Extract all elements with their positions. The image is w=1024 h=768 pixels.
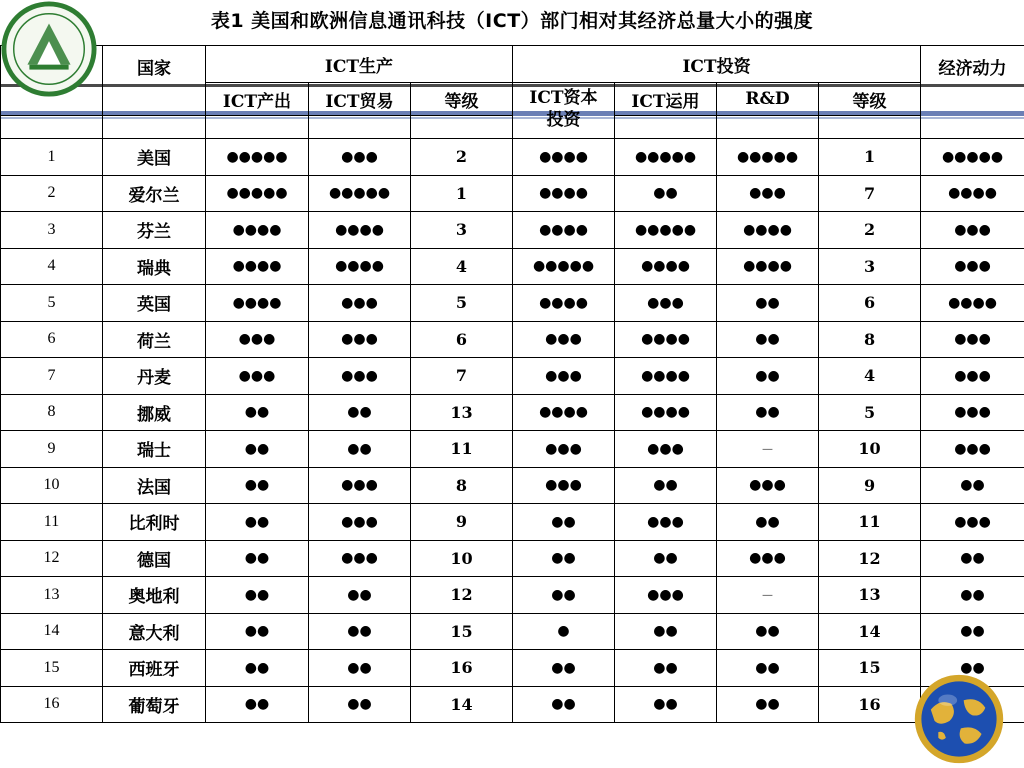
ict-capital-rating: ●●●: [513, 467, 615, 504]
ict-use-rating: ●●: [615, 540, 717, 577]
production-grade-cell: 4: [411, 248, 513, 285]
ict-trade-rating: ●●●: [309, 467, 411, 504]
rank-cell: 10: [1, 467, 103, 504]
production-grade-cell: 10: [411, 540, 513, 577]
production-grade-cell: 1: [411, 175, 513, 212]
production-grade-cell: 13: [411, 394, 513, 431]
header-spacer: [615, 116, 717, 139]
header-rd: R&D: [717, 83, 819, 116]
header-ict-use: ICT运用: [615, 83, 717, 116]
header-ict-capital-line2: 投资: [546, 110, 581, 130]
rank-cell: 9: [1, 431, 103, 468]
country-cell: 瑞典: [103, 248, 206, 285]
economic-dynamics-rating: ●●: [921, 540, 1024, 577]
ict-capital-rating: ●●●: [513, 358, 615, 395]
table-row: [1, 431, 1024, 468]
table-row: [1, 577, 1024, 614]
table-row: [1, 139, 1024, 176]
ict-capital-rating: ●●: [513, 540, 615, 577]
ict-capital-rating: ●●●: [513, 321, 615, 358]
investment-grade-cell: 11: [819, 504, 921, 541]
economic-dynamics-rating: ●●●: [921, 321, 1024, 358]
header-ict-investment: ICT投资: [513, 46, 921, 83]
rd-rating: －: [717, 577, 819, 614]
rank-cell: 4: [1, 248, 103, 285]
ict-trade-rating: ●●: [309, 650, 411, 687]
investment-grade-cell: 13: [819, 577, 921, 614]
header-spacer: [309, 116, 411, 139]
rd-rating: ●●: [717, 285, 819, 322]
ict-trade-rating: ●●●: [309, 139, 411, 176]
country-cell: 法国: [103, 467, 206, 504]
header-spacer: [717, 116, 819, 139]
investment-grade-cell: 9: [819, 467, 921, 504]
investment-grade-cell: 12: [819, 540, 921, 577]
table-row: [1, 467, 1024, 504]
ict-trade-rating: ●●●: [309, 285, 411, 322]
economic-dynamics-rating: ●●●: [921, 504, 1024, 541]
ict-use-rating: ●●●●●: [615, 139, 717, 176]
ict-output-rating: ●●●●: [206, 212, 309, 249]
economic-dynamics-rating: ●●: [921, 577, 1024, 614]
header-investment-grade: 等级: [819, 83, 921, 116]
economic-dynamics-rating: ●●: [921, 613, 1024, 650]
ict-use-rating: ●●●: [615, 285, 717, 322]
ict-trade-rating: ●●: [309, 577, 411, 614]
ict-trade-rating: ●●●: [309, 504, 411, 541]
production-grade-cell: 8: [411, 467, 513, 504]
production-grade-cell: 5: [411, 285, 513, 322]
university-logo: [0, 0, 98, 98]
rank-cell: 12: [1, 540, 103, 577]
header-ict-capital-line1: ICT资本: [529, 88, 598, 108]
ict-trade-rating: ●●●: [309, 540, 411, 577]
production-grade-cell: 15: [411, 613, 513, 650]
ict-capital-rating: ●●●: [513, 431, 615, 468]
country-cell: 西班牙: [103, 650, 206, 687]
rd-rating: －: [717, 431, 819, 468]
country-cell: 奥地利: [103, 577, 206, 614]
investment-grade-cell: 7: [819, 175, 921, 212]
table-row: [1, 650, 1024, 687]
rank-cell: 16: [1, 686, 103, 723]
rank-cell: 5: [1, 285, 103, 322]
ict-use-rating: ●●●: [615, 577, 717, 614]
ict-use-rating: ●●: [615, 650, 717, 687]
header-production-grade: 等级: [411, 83, 513, 116]
ict-capital-rating: ●●: [513, 577, 615, 614]
rd-rating: ●●: [717, 650, 819, 687]
header-ict-output: ICT产出: [206, 83, 309, 116]
economic-dynamics-rating: ●●●●●: [921, 139, 1024, 176]
header-ict-capital: [513, 83, 615, 139]
ict-trade-rating: ●●●●: [309, 212, 411, 249]
rd-rating: ●●: [717, 394, 819, 431]
production-grade-cell: 14: [411, 686, 513, 723]
investment-grade-cell: 4: [819, 358, 921, 395]
ict-capital-rating: ●●: [513, 650, 615, 687]
economic-dynamics-rating: ●●●: [921, 212, 1024, 249]
production-grade-cell: 7: [411, 358, 513, 395]
header-country: 国家: [103, 46, 206, 116]
header-spacer: [206, 116, 309, 139]
ict-capital-rating: ●●●●●: [513, 248, 615, 285]
rd-rating: ●●●: [717, 540, 819, 577]
ict-trade-rating: ●●●●●: [309, 175, 411, 212]
ict-output-rating: ●●: [206, 577, 309, 614]
ict-output-rating: ●●●●●: [206, 139, 309, 176]
investment-grade-cell: 16: [819, 686, 921, 723]
rd-rating: ●●: [717, 613, 819, 650]
ict-intensity-table: [0, 45, 1024, 723]
production-grade-cell: 3: [411, 212, 513, 249]
rd-rating: ●●●●: [717, 248, 819, 285]
ict-use-rating: ●●●: [615, 431, 717, 468]
country-cell: 瑞士: [103, 431, 206, 468]
economic-dynamics-rating: ●●●: [921, 358, 1024, 395]
rank-cell: 15: [1, 650, 103, 687]
ict-use-rating: ●●: [615, 467, 717, 504]
ict-use-rating: ●●●●●: [615, 212, 717, 249]
ict-use-rating: ●●: [615, 175, 717, 212]
investment-grade-cell: 5: [819, 394, 921, 431]
investment-grade-cell: 14: [819, 613, 921, 650]
country-cell: 英国: [103, 285, 206, 322]
table-row: [1, 321, 1024, 358]
table-row: [1, 686, 1024, 723]
investment-grade-cell: 1: [819, 139, 921, 176]
ict-trade-rating: ●●: [309, 431, 411, 468]
rd-rating: ●●●●●: [717, 139, 819, 176]
ict-capital-rating: ●●: [513, 504, 615, 541]
ict-trade-rating: ●●●: [309, 321, 411, 358]
globe-icon[interactable]: [912, 672, 1006, 766]
header-economic-dynamics: 经济动力: [921, 46, 1024, 139]
ict-output-rating: ●●●●●: [206, 175, 309, 212]
header-ict-production: ICT生产: [206, 46, 513, 83]
economic-dynamics-rating: ●●●●: [921, 175, 1024, 212]
rank-cell: 6: [1, 321, 103, 358]
economic-dynamics-rating: ●●●: [921, 431, 1024, 468]
rank-cell: 3: [1, 212, 103, 249]
investment-grade-cell: 8: [819, 321, 921, 358]
rd-rating: ●●: [717, 686, 819, 723]
country-cell: 意大利: [103, 613, 206, 650]
production-grade-cell: 16: [411, 650, 513, 687]
table-row: [1, 285, 1024, 322]
ict-output-rating: ●●●: [206, 358, 309, 395]
header-ict-trade: ICT贸易: [309, 83, 411, 116]
header-spacer: [1, 116, 103, 139]
ict-use-rating: ●●●●: [615, 321, 717, 358]
economic-dynamics-rating: ●●●●: [921, 285, 1024, 322]
rank-cell: 11: [1, 504, 103, 541]
production-grade-cell: 2: [411, 139, 513, 176]
header-spacer: [103, 116, 206, 139]
ict-output-rating: ●●: [206, 504, 309, 541]
rd-rating: ●●●●: [717, 212, 819, 249]
table-row: [1, 613, 1024, 650]
ict-output-rating: ●●: [206, 467, 309, 504]
ict-output-rating: ●●●: [206, 321, 309, 358]
ict-capital-rating: ●●: [513, 686, 615, 723]
ict-output-rating: ●●: [206, 540, 309, 577]
ict-use-rating: ●●: [615, 686, 717, 723]
header-spacer: [819, 116, 921, 139]
table-row: [1, 212, 1024, 249]
ict-output-rating: ●●: [206, 650, 309, 687]
country-cell: 德国: [103, 540, 206, 577]
country-cell: 葡萄牙: [103, 686, 206, 723]
rd-rating: ●●: [717, 358, 819, 395]
rd-rating: ●●●: [717, 467, 819, 504]
table-row: [1, 394, 1024, 431]
country-cell: 丹麦: [103, 358, 206, 395]
rank-cell: 7: [1, 358, 103, 395]
ict-output-rating: ●●●●: [206, 248, 309, 285]
ict-use-rating: ●●●: [615, 504, 717, 541]
ict-output-rating: ●●●●: [206, 285, 309, 322]
country-cell: 挪威: [103, 394, 206, 431]
rank-cell: 14: [1, 613, 103, 650]
investment-grade-cell: 3: [819, 248, 921, 285]
ict-output-rating: ●●: [206, 613, 309, 650]
country-cell: 爱尔兰: [103, 175, 206, 212]
country-cell: 美国: [103, 139, 206, 176]
rank-cell: 2: [1, 175, 103, 212]
country-cell: 荷兰: [103, 321, 206, 358]
investment-grade-cell: 6: [819, 285, 921, 322]
production-grade-cell: 11: [411, 431, 513, 468]
economic-dynamics-rating: ●●●: [921, 394, 1024, 431]
ict-use-rating: ●●●●: [615, 358, 717, 395]
ict-capital-rating: ●●●●: [513, 212, 615, 249]
rank-cell: 13: [1, 577, 103, 614]
economic-dynamics-rating: ●●: [921, 467, 1024, 504]
page-title: 表1 美国和欧洲信息通讯科技（ICT）部门相对其经济总量大小的强度: [210, 10, 814, 32]
investment-grade-cell: 15: [819, 650, 921, 687]
rd-rating: ●●: [717, 504, 819, 541]
header-spacer: [411, 116, 513, 139]
production-grade-cell: 6: [411, 321, 513, 358]
rank-cell: 8: [1, 394, 103, 431]
ict-use-rating: ●●●●: [615, 248, 717, 285]
investment-grade-cell: 10: [819, 431, 921, 468]
ict-trade-rating: ●●: [309, 686, 411, 723]
ict-output-rating: ●●: [206, 394, 309, 431]
economic-dynamics-rating: ●●: [921, 650, 1024, 687]
production-grade-cell: 12: [411, 577, 513, 614]
ict-output-rating: ●●: [206, 686, 309, 723]
investment-grade-cell: 2: [819, 212, 921, 249]
table-row: [1, 248, 1024, 285]
ict-capital-rating: ●●●●: [513, 175, 615, 212]
ict-use-rating: ●●●●: [615, 394, 717, 431]
table-row: [1, 175, 1024, 212]
table-row: [1, 358, 1024, 395]
economic-dynamics-rating: ●●●: [921, 248, 1024, 285]
ict-trade-rating: ●●●●: [309, 248, 411, 285]
country-cell: 芬兰: [103, 212, 206, 249]
ict-output-rating: ●●: [206, 431, 309, 468]
country-cell: 比利时: [103, 504, 206, 541]
ict-capital-rating: ●●●●: [513, 394, 615, 431]
rd-rating: ●●: [717, 321, 819, 358]
table-row: [1, 540, 1024, 577]
ict-trade-rating: ●●●: [309, 358, 411, 395]
production-grade-cell: 9: [411, 504, 513, 541]
ict-capital-rating: ●●●●: [513, 139, 615, 176]
ict-capital-rating: ●: [513, 613, 615, 650]
rd-rating: ●●●: [717, 175, 819, 212]
rank-cell: 1: [1, 139, 103, 176]
table-row: [1, 504, 1024, 541]
ict-trade-rating: ●●: [309, 394, 411, 431]
ict-use-rating: ●●: [615, 613, 717, 650]
ict-trade-rating: ●●: [309, 613, 411, 650]
ict-capital-rating: ●●●●: [513, 285, 615, 322]
